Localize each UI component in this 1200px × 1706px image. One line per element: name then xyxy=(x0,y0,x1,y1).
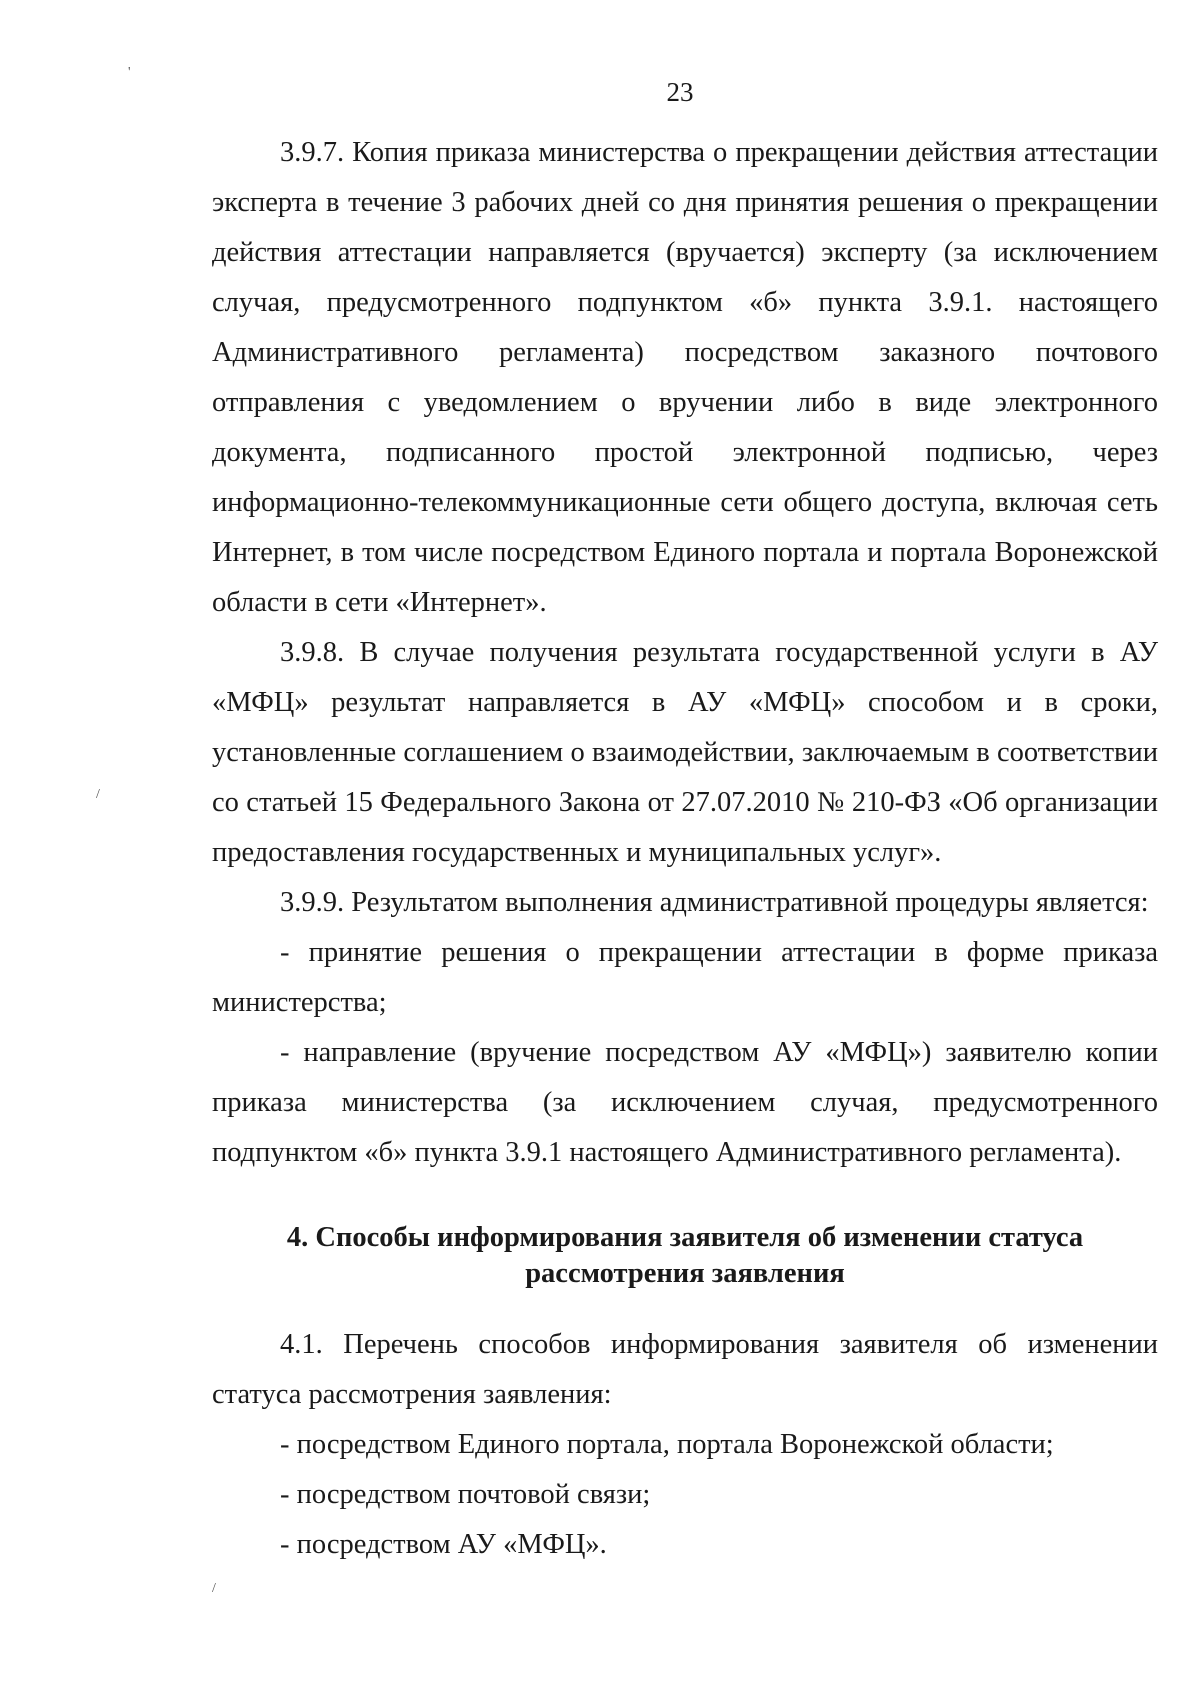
paragraph-4-1: 4.1. Перечень способов информирования заявителя об изменении статуса рассмотрения заявления: xyxy=(212,1329,1158,1410)
list-item: - посредством АУ «МФЦ». xyxy=(280,1529,607,1560)
paragraph-3-9-9-item-b: - направление (вручение посредством АУ «МФЦ») заявителю копии приказа министерства (за исключением случая, предусмотренного подпунктом «б» пункта 3.9.1 настоящего Административного регламента). xyxy=(212,1037,1158,1168)
scan-speck: ' xyxy=(128,65,131,80)
list-item: - посредством Единого портала, портала Воронежской области; xyxy=(280,1429,1054,1460)
list-item: - посредством почтовой связи; xyxy=(280,1479,651,1510)
paragraph-3-9-7: 3.9.7. Копия приказа министерства о прекращении действия аттестации эксперта в течение 3 рабочих дней со дня принятия решения о прекращении действия аттестации направляется (вручается) эксперту (за исключением случая, предусмотренного подпунктом «б» пункта 3.9.1. настоящего Административного регламента) посредством заказного почтового отправления с уведомлением о вручении либо в виде электронного документа, подписанного простой электронной подписью, через информационно-телекоммуникационные сети общего доступа, включая сеть Интернет, в том числе посредством Единого портала и портала Воронежской области в сети «Интернет». xyxy=(212,137,1158,618)
document-body xyxy=(212,128,1158,1570)
scan-speck: / xyxy=(212,1581,216,1596)
section-4-heading-line-1: 4. Способы информирования заявителя об изменении статуса xyxy=(286,1222,1084,1253)
paragraph-3-9-8: 3.9.8. В случае получения результата государственной услуги в АУ «МФЦ» результат направляется в АУ «МФЦ» способом и в сроки, установленные соглашением о взаимодействии, заключаемым в соответствии со статьей 15 Федерального Закона от 27.07.2010 № 210-ФЗ «Об организации предоставления государственных и муниципальных услуг». xyxy=(212,637,1158,868)
scan-speck: / xyxy=(96,787,100,802)
section-4-heading-line-2: рассмотрения заявления xyxy=(525,1258,845,1289)
paragraph-3-9-9: 3.9.9. Результатом выполнения административной процедуры является: xyxy=(280,887,1149,918)
page-number: 23 xyxy=(666,77,694,107)
paragraph-3-9-9-item-a: - принятие решения о прекращении аттестации в форме приказа министерства; xyxy=(212,937,1158,1018)
section-4-heading xyxy=(212,1220,1158,1292)
